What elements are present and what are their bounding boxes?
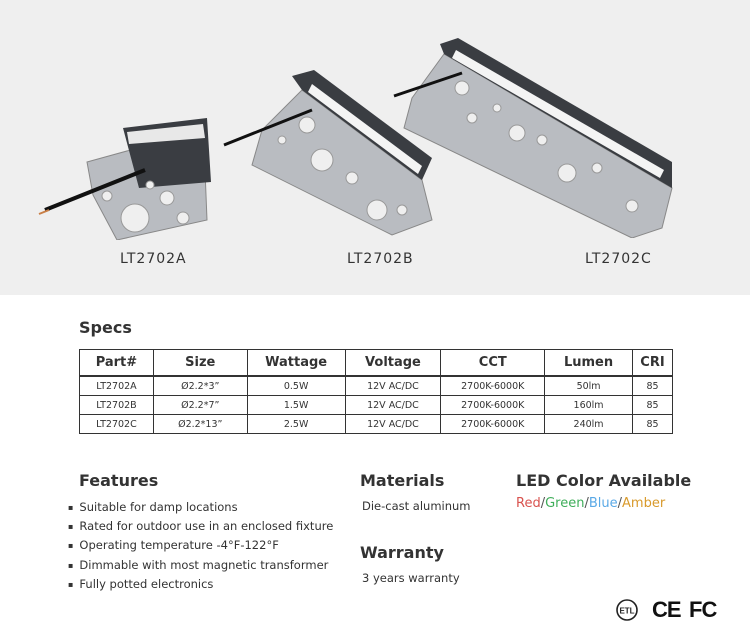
materials-value: Die-cast aluminum [362,499,471,513]
table-row [80,415,673,434]
table-cell: Ø2.2*13” [153,415,247,434]
table-cell: 2.5W [247,415,345,434]
list-item: ▪ Suitable for damp locations [68,498,333,517]
led-color-separator: / [584,496,589,511]
table-row [80,376,673,396]
table-cell: 85 [632,396,672,415]
ce-certification-icon: CE [652,597,681,622]
features-title: Features [79,471,159,490]
features-list [68,498,333,594]
table-cell: Ø2.2*7” [153,396,247,415]
warranty-title: Warranty [360,543,444,562]
specs-col-cri: CRI [632,350,672,377]
table-cell: Ø2.2*3” [153,376,247,396]
table-cell: 240lm [545,415,633,434]
led-color-list [516,496,665,511]
specs-title: Specs [79,318,132,337]
specs-col-lumen: Lumen [545,350,633,377]
specs-col-cct: CCT [441,350,545,377]
list-item: ▪ Dimmable with most magnetic transformer [68,556,333,575]
specs-col-size: Size [153,350,247,377]
table-cell: 2700K-6000K [441,396,545,415]
list-item: ▪ Fully potted electronics [68,575,333,594]
led-color-blue: Blue [588,496,618,511]
table-cell: 12V AC/DC [345,415,441,434]
specs-col-voltage: Voltage [345,350,441,377]
led-color-separator: / [540,496,546,511]
product-hero [0,0,750,295]
product-image-lt2702c [392,38,682,238]
warranty-value: 3 years warranty [362,571,460,585]
table-cell: 85 [632,415,672,434]
product-image-lt2702a [35,100,215,240]
table-cell: 2700K-6000K [441,376,545,396]
product-label-lt2702a: LT2702A [120,251,187,267]
table-cell: 2700K-6000K [441,415,545,434]
list-item: ▪ Operating temperature -4°F-122°F [68,536,333,555]
product-label-lt2702b: LT2702B [347,251,414,267]
table-cell: 1.5W [247,396,345,415]
led-color-green: Green [545,496,585,511]
table-cell: LT2702A [80,376,154,396]
materials-title: Materials [360,471,445,490]
table-cell: 50lm [545,376,633,396]
led-color-title: LED Color Available [516,471,692,490]
table-row [80,396,673,415]
table-cell: LT2702B [80,396,154,415]
list-item: ▪ Rated for outdoor use in an enclosed fixture [68,517,333,536]
etl-mark-text: ETL [619,606,635,616]
specs-col-wattage: Wattage [247,350,345,377]
table-cell: 85 [632,376,672,396]
led-color-red: Red [516,496,541,511]
table-cell: LT2702C [80,415,154,434]
table-cell: 12V AC/DC [345,396,441,415]
specs-col-part: Part# [80,350,154,377]
etl-certification-icon [614,598,644,622]
fcc-certification-icon: FC [689,597,717,622]
table-cell: 12V AC/DC [345,376,441,396]
specs-header-row [80,350,673,377]
led-color-separator: / [617,496,623,511]
table-cell: 0.5W [247,376,345,396]
product-label-lt2702c: LT2702C [585,251,652,267]
specs-table [79,349,673,434]
table-cell: 160lm [545,396,633,415]
led-color-amber: Amber [622,496,666,511]
